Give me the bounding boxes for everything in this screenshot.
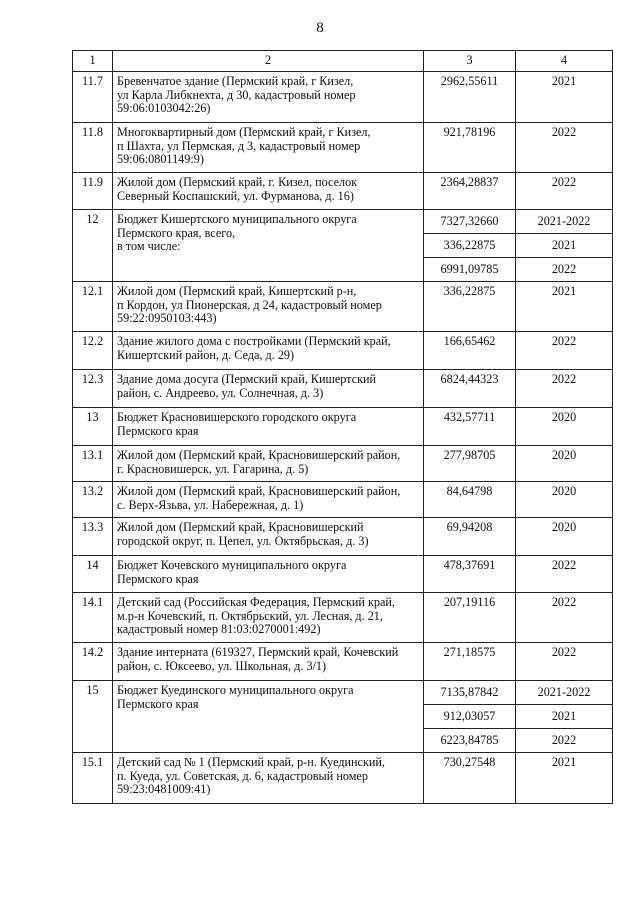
row-description: Жилой дом (Пермский край, г. Кизел, поселок Северный Коспашский, ул. Фурманова, д. 16) (113, 173, 424, 210)
row-description: Детский сад (Российская Федерация, Пермский край, м.р-н Кочевский, п. Октябрьский, ул. Лесная, д. 21, кадастровый номер 81:03:0270001:492) (113, 593, 424, 643)
row-description: Здание интерната (619327, Пермский край, Кочевский район, с. Юксеево, ул. Школьная, д. 3/1) (113, 643, 424, 681)
table-row (73, 332, 613, 370)
row-number: 13.2 (73, 482, 113, 518)
row-amount: 432,57711 (424, 408, 516, 446)
column-header: 4 (516, 51, 613, 72)
row-description: Жилой дом (Пермский край, Кишертский р-н, п Кордон, ул Пионерская, д 24, кадастровый номер 59:22:0950103:443) (113, 282, 424, 332)
row-description: Бюджет Кочевского муниципального округа Пермского края (113, 556, 424, 593)
table-row (73, 408, 613, 446)
row-amount: 207,19116 (424, 593, 516, 643)
row-year: 2021 (516, 753, 613, 804)
row-year: 2021 (516, 705, 613, 729)
row-amount: 6991,09785 (424, 258, 516, 282)
row-amount: 84,64798 (424, 482, 516, 518)
table-body (73, 72, 613, 804)
row-year: 2022 (516, 258, 613, 282)
table-row (73, 681, 613, 705)
row-amount: 69,94208 (424, 518, 516, 556)
row-number: 13.3 (73, 518, 113, 556)
row-description: Здание жилого дома с постройками (Пермский край, Кишертский район, д. Седа, д. 29) (113, 332, 424, 370)
table-row (73, 282, 613, 332)
table-row (73, 446, 613, 482)
table-row (73, 173, 613, 210)
row-amount: 271,18575 (424, 643, 516, 681)
row-number: 15 (73, 681, 113, 753)
row-number: 12.3 (73, 370, 113, 408)
table-row (73, 593, 613, 643)
row-year: 2022 (516, 123, 613, 173)
row-number: 12.2 (73, 332, 113, 370)
row-amount: 7327,32660 (424, 210, 516, 234)
row-amount: 7135,87842 (424, 681, 516, 705)
row-amount: 921,78196 (424, 123, 516, 173)
row-description: Бюджет Красновишерского городского округа Пермского края (113, 408, 424, 446)
row-year: 2022 (516, 729, 613, 753)
column-header: 3 (424, 51, 516, 72)
row-number: 12.1 (73, 282, 113, 332)
row-amount: 6223,84785 (424, 729, 516, 753)
row-description: Жилой дом (Пермский край, Красновишерский район, с. Верх-Язьва, ул. Набережная, д. 1) (113, 482, 424, 518)
column-header: 2 (113, 51, 424, 72)
row-year: 2020 (516, 518, 613, 556)
row-amount: 2364,28837 (424, 173, 516, 210)
row-description: Жилой дом (Пермский край, Красновишерский район, г. Красновишерск, ул. Гагарина, д. 5) (113, 446, 424, 482)
page-number: 8 (316, 20, 324, 36)
row-description: Бюджет Куединского муниципального округа Пермского края (113, 681, 424, 753)
row-number: 11.9 (73, 173, 113, 210)
row-description: Бюджет Кишертского муниципального округа Пермского края, всего, в том числе: (113, 210, 424, 282)
table-row (73, 518, 613, 556)
row-year: 2021 (516, 234, 613, 258)
row-year: 2021 (516, 282, 613, 332)
row-description: Жилой дом (Пермский край, Красновишерский городской округ, п. Цепел, ул. Октябрьская, д. 3) (113, 518, 424, 556)
row-year: 2020 (516, 446, 613, 482)
row-amount: 277,98705 (424, 446, 516, 482)
row-number: 12 (73, 210, 113, 282)
row-year: 2022 (516, 332, 613, 370)
row-description: Многоквартирный дом (Пермский край, г Кизел, п Шахта, ул Пермская, д 3, кадастровый номер 59:06:0801149:9) (113, 123, 424, 173)
table-row (73, 123, 613, 173)
row-year: 2021-2022 (516, 210, 613, 234)
column-header: 1 (73, 51, 113, 72)
row-number: 11.7 (73, 72, 113, 123)
table-row (73, 210, 613, 234)
row-amount: 478,37691 (424, 556, 516, 593)
budget-table (72, 50, 613, 804)
row-description: Бревенчатое здание (Пермский край, г Кизел, ул Карла Либкнехта, д 30, кадастровый номер 59:06:0103042:26) (113, 72, 424, 123)
table-row (73, 72, 613, 123)
row-year: 2022 (516, 643, 613, 681)
table-row (73, 753, 613, 804)
row-year: 2021-2022 (516, 681, 613, 705)
row-year: 2022 (516, 556, 613, 593)
row-amount: 912,03057 (424, 705, 516, 729)
row-amount: 336,22875 (424, 282, 516, 332)
row-amount: 6824,44323 (424, 370, 516, 408)
row-year: 2022 (516, 370, 613, 408)
row-number: 15.1 (73, 753, 113, 804)
row-description: Здание дома досуга (Пермский край, Кишертский район, с. Андреево, ул. Солнечная, д. 3) (113, 370, 424, 408)
row-number: 11.8 (73, 123, 113, 173)
row-number: 14.1 (73, 593, 113, 643)
row-year: 2020 (516, 482, 613, 518)
row-year: 2022 (516, 173, 613, 210)
row-amount: 730,27548 (424, 753, 516, 804)
table-header (73, 51, 613, 72)
table-row (73, 556, 613, 593)
row-description: Детский сад № 1 (Пермский край, р-н. Куединский, п. Куеда, ул. Советская, д. 6, кадастровый номер 59:23:0481009:41) (113, 753, 424, 804)
row-amount: 166,65462 (424, 332, 516, 370)
row-year: 2021 (516, 72, 613, 123)
table-row (73, 370, 613, 408)
table-row (73, 643, 613, 681)
row-number: 14.2 (73, 643, 113, 681)
row-amount: 2962,55611 (424, 72, 516, 123)
row-number: 13 (73, 408, 113, 446)
row-year: 2022 (516, 593, 613, 643)
row-year: 2020 (516, 408, 613, 446)
row-amount: 336,22875 (424, 234, 516, 258)
table-row (73, 482, 613, 518)
row-number: 14 (73, 556, 113, 593)
row-number: 13.1 (73, 446, 113, 482)
